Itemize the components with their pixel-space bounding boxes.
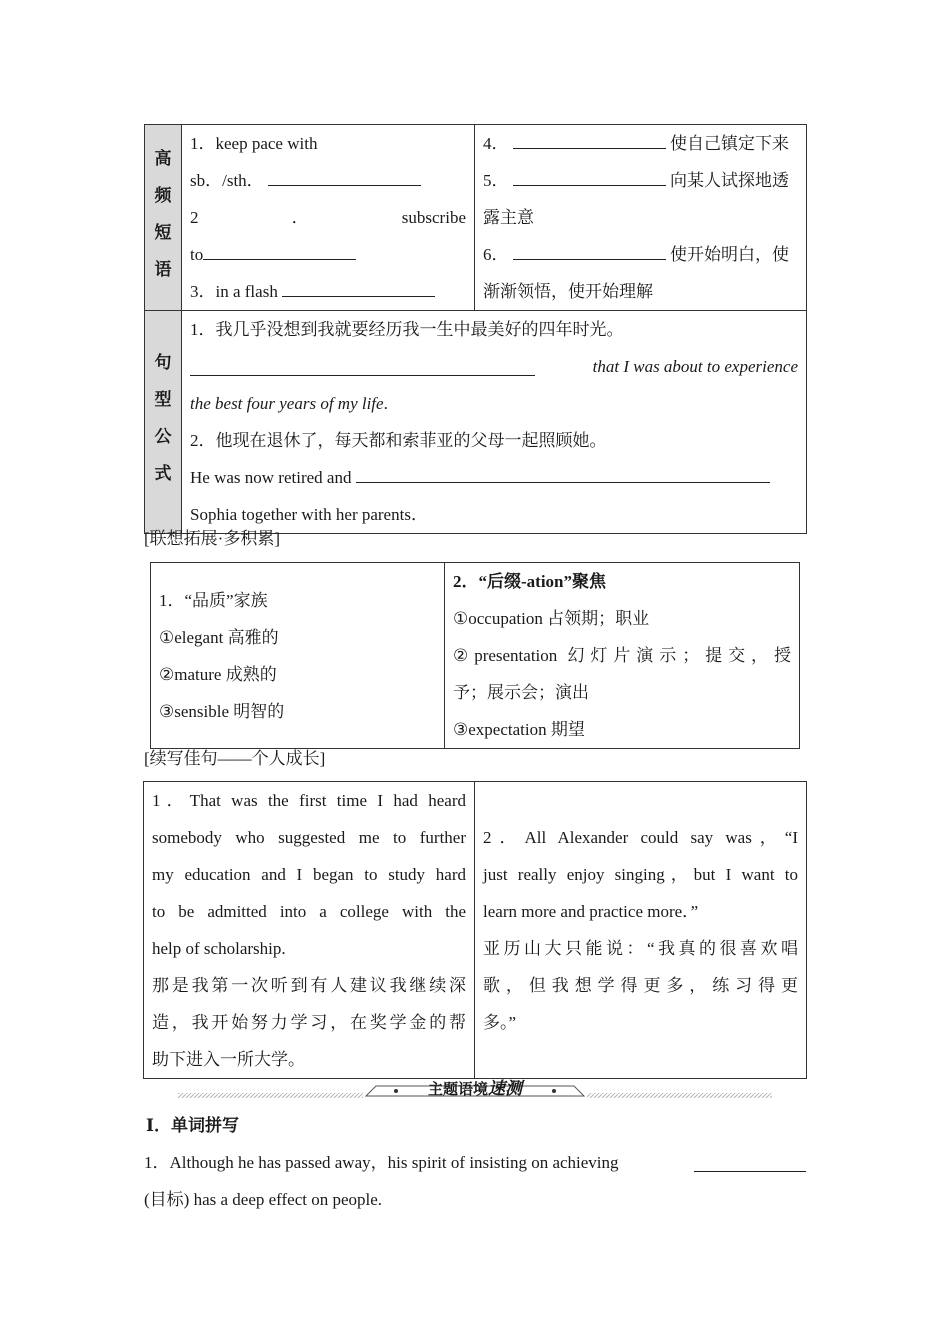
label-char: 型 <box>154 390 172 409</box>
sentence-2-cn: 亚历山大只能说：“我真的很喜欢唱 <box>483 939 798 958</box>
sentence-2-cell <box>475 782 807 1079</box>
quality-item: ②mature 成熟的 <box>159 664 277 684</box>
phrase-num: 6． <box>483 245 509 264</box>
suffix-item: ①occupation 占领期；职业 <box>453 609 650 628</box>
phrase-6-cont: 渐渐领悟，使开始理解 <box>483 282 653 301</box>
suffix-item-cont: 予；展示会；演出 <box>453 683 589 702</box>
pattern-2-en-cont: Sophia together with her parents． <box>190 505 428 524</box>
phrase-2-cont <box>190 236 466 273</box>
sentence-1-en: my education and I began to study hard <box>152 865 466 884</box>
suffix-item: ②presentation 幻灯片演示；提交，授 <box>453 646 791 665</box>
phrase-text: 使自己镇定下来 <box>670 134 789 153</box>
quality-title: 1．“品质”家族 <box>159 590 268 610</box>
pattern-period: . <box>383 394 388 413</box>
sentences-table <box>143 781 807 1079</box>
phrase-num: 2 <box>190 208 199 227</box>
sentence-2-cn: 多。” <box>483 1013 517 1032</box>
phrases-patterns-table <box>144 124 807 534</box>
pattern-text: the best four years of my life <box>190 394 384 413</box>
sentence-1-en: help of scholarship. <box>152 939 286 958</box>
pattern-text: that I was about to experience <box>592 357 798 376</box>
phrase-1-cont <box>190 162 466 199</box>
quality-family-cell <box>151 563 445 749</box>
pattern-1-en <box>190 348 798 385</box>
suffix-cell <box>445 563 800 749</box>
pattern-1-cn: 1．我几乎没想到我就要经历我一生中最美好的四年时光。 <box>190 320 624 339</box>
answer-blank[interactable] <box>282 279 435 297</box>
label-char: 语 <box>154 260 172 279</box>
phrase-dot: ． <box>291 208 309 227</box>
sentence-1-cn: 助下进入一所大学。 <box>152 1050 305 1069</box>
pattern-text: He was now retired and <box>190 468 352 487</box>
answer-blank[interactable] <box>356 465 770 483</box>
label-char: 式 <box>154 464 172 483</box>
phrase-3 <box>190 273 466 310</box>
phrase-1: 1．keep pace with <box>190 134 318 153</box>
banner-title-emph: 速测 <box>488 1079 522 1099</box>
question-text: 1．Although he has passed away，his spirit of insisting on achieving <box>144 1153 619 1172</box>
phrase-text: sb．/sth． <box>190 171 264 190</box>
phrase-2 <box>190 199 466 236</box>
patterns-cell <box>182 311 807 534</box>
sentence-1-en: 1．That was the first time I had heard <box>152 791 466 810</box>
sentence-2-en: learn more and practice more．” <box>483 902 699 921</box>
exercise-q1-cont: (目标) has a deep effect on people. <box>144 1190 383 1209</box>
phrase-num: 4． <box>483 134 509 153</box>
pattern-1-en-cont <box>190 385 798 422</box>
sentence-2-cn: 歌，但我想学得更多，练习得更 <box>483 976 798 995</box>
phrase-5 <box>483 162 798 199</box>
phrase-4 <box>483 125 798 162</box>
phrase-text: 向某人试探地透 <box>670 171 789 190</box>
sentence-1-cell <box>144 782 475 1079</box>
answer-blank[interactable] <box>513 168 666 186</box>
label-char: 句 <box>154 353 172 372</box>
sentence-1-en: to be admitted into a college with the <box>152 902 466 921</box>
answer-blank[interactable] <box>513 242 666 260</box>
phrases-left-cell <box>182 125 475 311</box>
label-phrases <box>145 125 182 311</box>
phrase-6 <box>483 236 798 273</box>
quality-item: ①elegant 高雅的 <box>159 627 279 647</box>
phrase-text: 使开始明白，使 <box>670 245 789 264</box>
answer-blank[interactable] <box>190 358 535 376</box>
phrase-text: subscribe <box>401 208 466 227</box>
phrase-text: 3．in a flash <box>190 282 278 301</box>
pattern-2-en <box>190 459 798 496</box>
label-char: 高 <box>154 149 172 168</box>
phrases-right-cell <box>475 125 807 311</box>
pattern-2-cn: 2．他现在退休了，每天都和索菲亚的父母一起照顾她。 <box>190 431 607 450</box>
sentence-1-cn: 那是我第一次听到有人建议我继续深 <box>152 976 466 995</box>
label-char: 公 <box>154 427 172 446</box>
suffix-item: ③expectation 期望 <box>453 720 585 739</box>
phrase-num: 5． <box>483 171 509 190</box>
exercise-heading: Ⅰ．单词拼写 <box>146 1116 239 1135</box>
topic-banner <box>178 1078 772 1102</box>
suffix-title: 2．“后缀-ation”聚焦 <box>453 572 606 591</box>
sentence-1-cn: 造，我开始努力学习，在奖学金的帮 <box>152 1013 466 1032</box>
quality-item: ③sensible 明智的 <box>159 701 285 721</box>
sentence-1-en: somebody who suggested me to further <box>152 828 466 847</box>
answer-blank[interactable] <box>694 1154 806 1172</box>
exercise-q1 <box>144 1144 806 1181</box>
label-patterns <box>145 311 182 534</box>
answer-blank[interactable] <box>513 131 666 149</box>
banner-title <box>178 1078 772 1100</box>
banner-title-text: 主题语境 <box>427 1080 488 1098</box>
answer-blank[interactable] <box>268 168 421 186</box>
answer-blank[interactable] <box>203 242 356 260</box>
phrase-text: to <box>190 245 204 264</box>
section-heading-expand: [联想拓展·多积累] <box>144 529 280 548</box>
section-heading-sentences: [续写佳句——个人成长] <box>144 749 326 768</box>
phrase-5-cont: 露主意 <box>483 208 534 227</box>
label-char: 短 <box>154 223 172 242</box>
sentence-2-en: 2．All Alexander could say was，“I <box>483 828 798 847</box>
sentence-2-en: just really enjoy singing，but I want to <box>483 865 798 884</box>
expand-table <box>150 562 800 749</box>
label-char: 频 <box>154 186 172 205</box>
